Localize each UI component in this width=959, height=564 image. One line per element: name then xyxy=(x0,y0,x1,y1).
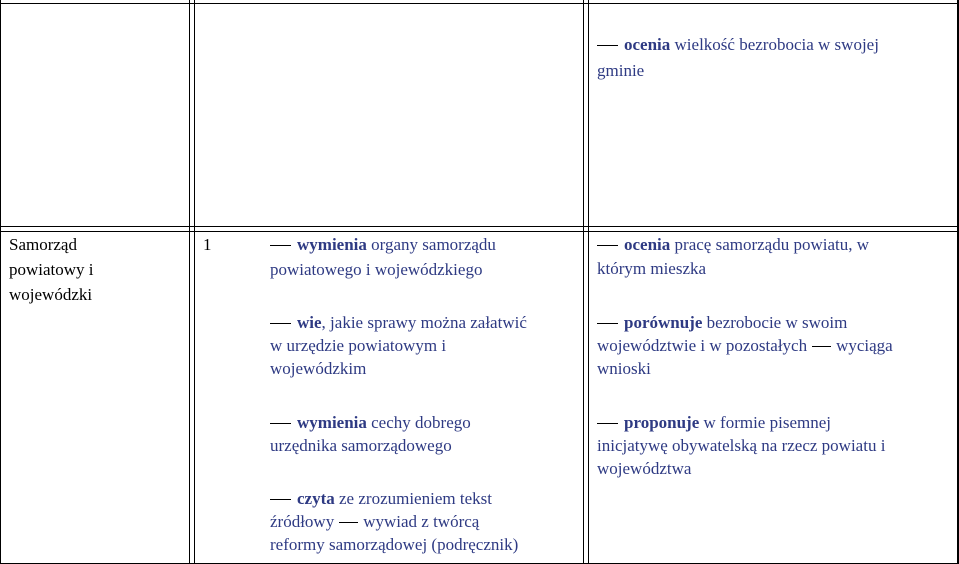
border-col2-left xyxy=(194,0,195,564)
dash-mark xyxy=(270,323,291,324)
topic-line1: Samorząd xyxy=(9,235,77,254)
item-text: bezrobocie w swoim xyxy=(702,313,848,332)
border-col3-left xyxy=(588,0,589,564)
top-right-text: wielkość bezrobocia w swojej xyxy=(670,35,879,54)
border-left-outer xyxy=(0,0,1,564)
item-text: , jakie sprawy można załatwić xyxy=(321,313,527,332)
hours-count: 1 xyxy=(203,235,212,254)
middle-item1-line2: powiatowego i wojewódzkiego xyxy=(270,260,483,279)
row-divider-lower xyxy=(0,231,959,232)
dash-mark xyxy=(597,245,618,246)
middle-item3-line2: urzędnika samorządowego xyxy=(270,436,452,455)
right-item2-line1 xyxy=(597,311,847,335)
top-right-line2: gminie xyxy=(597,61,645,80)
item-text: pracę samorządu powiatu, w xyxy=(670,235,870,254)
middle-item3-line1 xyxy=(270,411,471,435)
keyword: wie xyxy=(297,313,322,332)
middle-item4-line2 xyxy=(270,510,479,534)
keyword: wymienia xyxy=(297,413,367,432)
right-item2-line3: wnioski xyxy=(597,359,651,378)
top-right-keyword: ocenia xyxy=(624,35,671,54)
border-col3-right xyxy=(957,0,958,564)
middle-item1-line1 xyxy=(270,233,496,257)
item-text: ze zrozumieniem tekst xyxy=(334,489,492,508)
item-text: wyciąga xyxy=(836,336,893,355)
keyword: proponuje xyxy=(624,413,700,432)
keyword: porównuje xyxy=(624,313,703,332)
border-top xyxy=(0,3,959,4)
row-divider-upper xyxy=(0,226,959,227)
dash-mark xyxy=(597,45,618,46)
border-col2-right xyxy=(583,0,584,564)
item-text: województwie i w pozostałych xyxy=(597,336,808,355)
keyword: wymienia xyxy=(297,235,367,254)
middle-item2-line2: w urzędzie powiatowym i xyxy=(270,336,447,355)
item-text: cechy dobrego xyxy=(366,413,471,432)
item-text: wywiad z twórcą xyxy=(363,512,480,531)
dash-mark xyxy=(597,323,618,324)
right-item3-line3: województwa xyxy=(597,459,692,478)
dash-mark xyxy=(270,245,291,246)
middle-item4-line3: reformy samorządowej (podręcznik) xyxy=(270,535,519,554)
middle-item2-line1 xyxy=(270,311,527,335)
item-text: organy samorządu xyxy=(366,235,496,254)
right-item2-line2 xyxy=(597,334,893,358)
keyword: ocenia xyxy=(624,235,671,254)
right-item3-line2: inicjatywę obywatelską na rzecz powiatu i xyxy=(597,436,886,455)
middle-item2-line3: wojewódzkim xyxy=(270,359,367,378)
topic-line3: wojewódzki xyxy=(9,285,93,304)
border-col1-right xyxy=(189,0,190,564)
item-text: w formie pisemnej xyxy=(699,413,831,432)
dash-mark xyxy=(270,499,291,500)
middle-item4-line1 xyxy=(270,487,492,511)
dash-mark xyxy=(597,423,618,424)
keyword: czyta xyxy=(297,489,335,508)
item-text: źródłowy xyxy=(270,512,335,531)
dash-mark xyxy=(270,423,291,424)
dash-mark xyxy=(812,346,831,347)
top-right-line1 xyxy=(597,33,879,57)
topic-line2: powiatowy i xyxy=(9,260,94,279)
right-item3-line1 xyxy=(597,411,831,435)
right-item1-line1 xyxy=(597,233,869,257)
right-item1-line2: którym mieszka xyxy=(597,259,707,278)
dash-mark xyxy=(339,522,358,523)
